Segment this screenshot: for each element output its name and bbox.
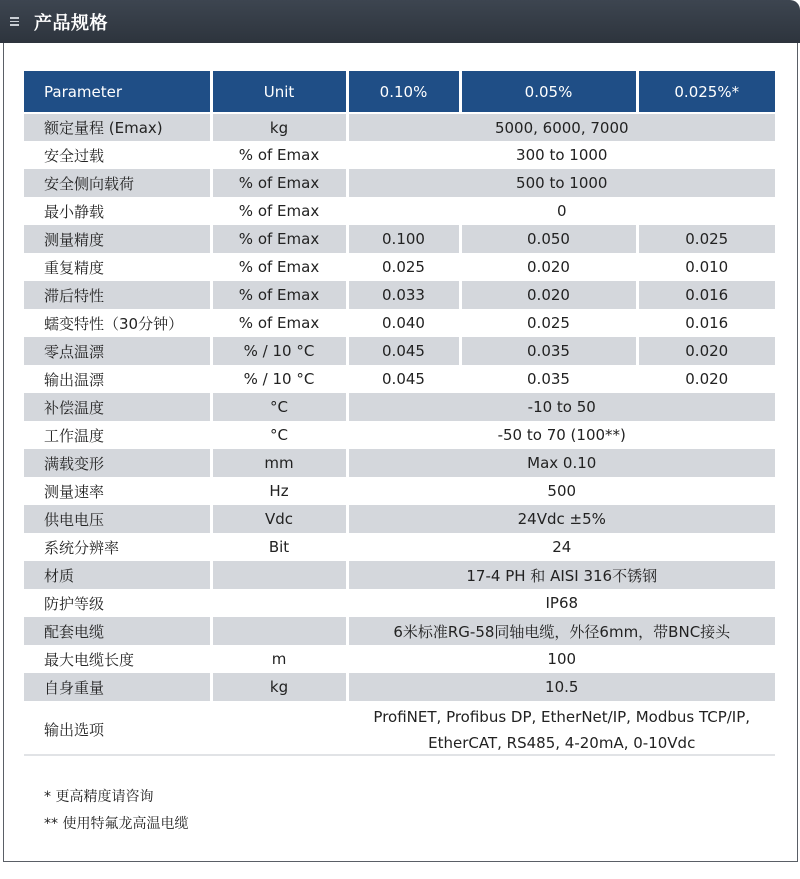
- value-cell: 0.035: [460, 365, 637, 393]
- value-cell: 0.045: [347, 365, 460, 393]
- parameter-cell: 重复精度: [24, 253, 211, 281]
- table-row: [24, 225, 775, 253]
- unit-cell: [211, 617, 347, 645]
- value-cell: 17-4 PH 和 AISI 316不锈钢: [347, 561, 775, 589]
- parameter-cell: 零点温漂: [24, 337, 211, 365]
- parameter-cell: 最大电缆长度: [24, 645, 211, 673]
- value-cell: 0.045: [347, 337, 460, 365]
- unit-cell: mm: [211, 449, 347, 477]
- parameter-cell: 测量速率: [24, 477, 211, 505]
- unit-cell: % of Emax: [211, 169, 347, 197]
- value-cell: 0.016: [637, 309, 775, 337]
- column-header-precision-005: 0.05%: [460, 71, 637, 113]
- unit-cell: [211, 561, 347, 589]
- footnote: ** 使用特氟龙高温电缆: [44, 816, 189, 832]
- unit-cell: Bit: [211, 533, 347, 561]
- section-header: [0, 0, 800, 43]
- unit-cell: [211, 701, 347, 758]
- table-row: [24, 421, 775, 449]
- table-row: [24, 477, 775, 505]
- unit-cell: Vdc: [211, 505, 347, 533]
- table-row: [24, 253, 775, 281]
- value-cell: IP68: [347, 589, 775, 617]
- unit-cell: [211, 589, 347, 617]
- unit-cell: kg: [211, 113, 347, 141]
- section-title: 产品规格: [34, 12, 108, 34]
- table-bottom-rule: [24, 754, 775, 756]
- parameter-cell: 工作温度: [24, 421, 211, 449]
- column-header-unit: Unit: [211, 71, 347, 113]
- value-cell: 0.040: [347, 309, 460, 337]
- table-row: [24, 281, 775, 309]
- column-header-precision-0025: 0.025%*: [637, 71, 775, 113]
- unit-cell: % of Emax: [211, 225, 347, 253]
- value-cell: 500 to 1000: [347, 169, 775, 197]
- table-row: [24, 505, 775, 533]
- unit-cell: Hz: [211, 477, 347, 505]
- value-cell: 0.025: [637, 225, 775, 253]
- value-cell: 6米标准RG-58同轴电缆，外径6mm，带BNC接头: [347, 617, 775, 645]
- value-cell: 0.020: [637, 337, 775, 365]
- parameter-cell: 额定量程 (Emax): [24, 113, 211, 141]
- table-row: [24, 393, 775, 421]
- value-cell: 0.020: [637, 365, 775, 393]
- parameter-cell: 输出选项: [24, 701, 211, 758]
- parameter-cell: 输出温漂: [24, 365, 211, 393]
- parameter-cell: 供电电压: [24, 505, 211, 533]
- table-row: [24, 337, 775, 365]
- table-row: [24, 309, 775, 337]
- value-cell: 300 to 1000: [347, 141, 775, 169]
- value-cell: 0.050: [460, 225, 637, 253]
- menu-icon: [10, 15, 24, 29]
- value-cell: ProfiNET, Profibus DP, EtherNet/IP, Modbus TCP/IP, EtherCAT, RS485, 4-20mA, 0-10Vdc: [347, 701, 775, 758]
- unit-cell: % / 10 °C: [211, 337, 347, 365]
- value-cell: 0.100: [347, 225, 460, 253]
- parameter-cell: 系统分辨率: [24, 533, 211, 561]
- parameter-cell: 蠕变特性（30分钟）: [24, 309, 211, 337]
- value-cell: 0.010: [637, 253, 775, 281]
- value-cell: 500: [347, 477, 775, 505]
- parameter-cell: 满载变形: [24, 449, 211, 477]
- unit-cell: % of Emax: [211, 281, 347, 309]
- value-cell: 0.025: [460, 309, 637, 337]
- parameter-cell: 配套电缆: [24, 617, 211, 645]
- table-row: [24, 141, 775, 169]
- table-row: [24, 589, 775, 617]
- value-cell: 24Vdc ±5%: [347, 505, 775, 533]
- table-row: [24, 701, 775, 758]
- value-cell: 0.033: [347, 281, 460, 309]
- unit-cell: kg: [211, 673, 347, 701]
- value-cell: 10.5: [347, 673, 775, 701]
- parameter-cell: 安全侧向载荷: [24, 169, 211, 197]
- parameter-cell: 测量精度: [24, 225, 211, 253]
- footnote: * 更高精度请咨询: [44, 789, 154, 805]
- table-row: [24, 617, 775, 645]
- parameter-cell: 自身重量: [24, 673, 211, 701]
- value-cell: 0.035: [460, 337, 637, 365]
- table-row: [24, 673, 775, 701]
- unit-cell: m: [211, 645, 347, 673]
- unit-cell: °C: [211, 421, 347, 449]
- unit-cell: % / 10 °C: [211, 365, 347, 393]
- parameter-cell: 安全过载: [24, 141, 211, 169]
- unit-cell: °C: [211, 393, 347, 421]
- unit-cell: % of Emax: [211, 197, 347, 225]
- parameter-cell: 滞后特性: [24, 281, 211, 309]
- value-cell: 24: [347, 533, 775, 561]
- table-row: [24, 561, 775, 589]
- value-cell: -50 to 70 (100**): [347, 421, 775, 449]
- spec-table: [24, 71, 775, 758]
- value-cell: 0.016: [637, 281, 775, 309]
- table-row: [24, 645, 775, 673]
- unit-cell: % of Emax: [211, 253, 347, 281]
- value-cell: Max 0.10: [347, 449, 775, 477]
- value-cell: 0.020: [460, 281, 637, 309]
- table-header-row: [24, 71, 775, 113]
- column-header-parameter: Parameter: [24, 71, 211, 113]
- column-header-precision-010: 0.10%: [347, 71, 460, 113]
- table-row: [24, 197, 775, 225]
- value-cell: 0.025: [347, 253, 460, 281]
- table-row: [24, 449, 775, 477]
- unit-cell: % of Emax: [211, 309, 347, 337]
- value-cell: -10 to 50: [347, 393, 775, 421]
- parameter-cell: 最小静载: [24, 197, 211, 225]
- value-cell: 100: [347, 645, 775, 673]
- footnotes: [44, 784, 188, 838]
- value-cell: 0.020: [460, 253, 637, 281]
- table-row: [24, 169, 775, 197]
- table-row: [24, 533, 775, 561]
- table-row: [24, 365, 775, 393]
- table-row: [24, 113, 775, 141]
- parameter-cell: 防护等级: [24, 589, 211, 617]
- unit-cell: % of Emax: [211, 141, 347, 169]
- parameter-cell: 补偿温度: [24, 393, 211, 421]
- value-cell: 5000, 6000, 7000: [347, 113, 775, 141]
- parameter-cell: 材质: [24, 561, 211, 589]
- value-cell: 0: [347, 197, 775, 225]
